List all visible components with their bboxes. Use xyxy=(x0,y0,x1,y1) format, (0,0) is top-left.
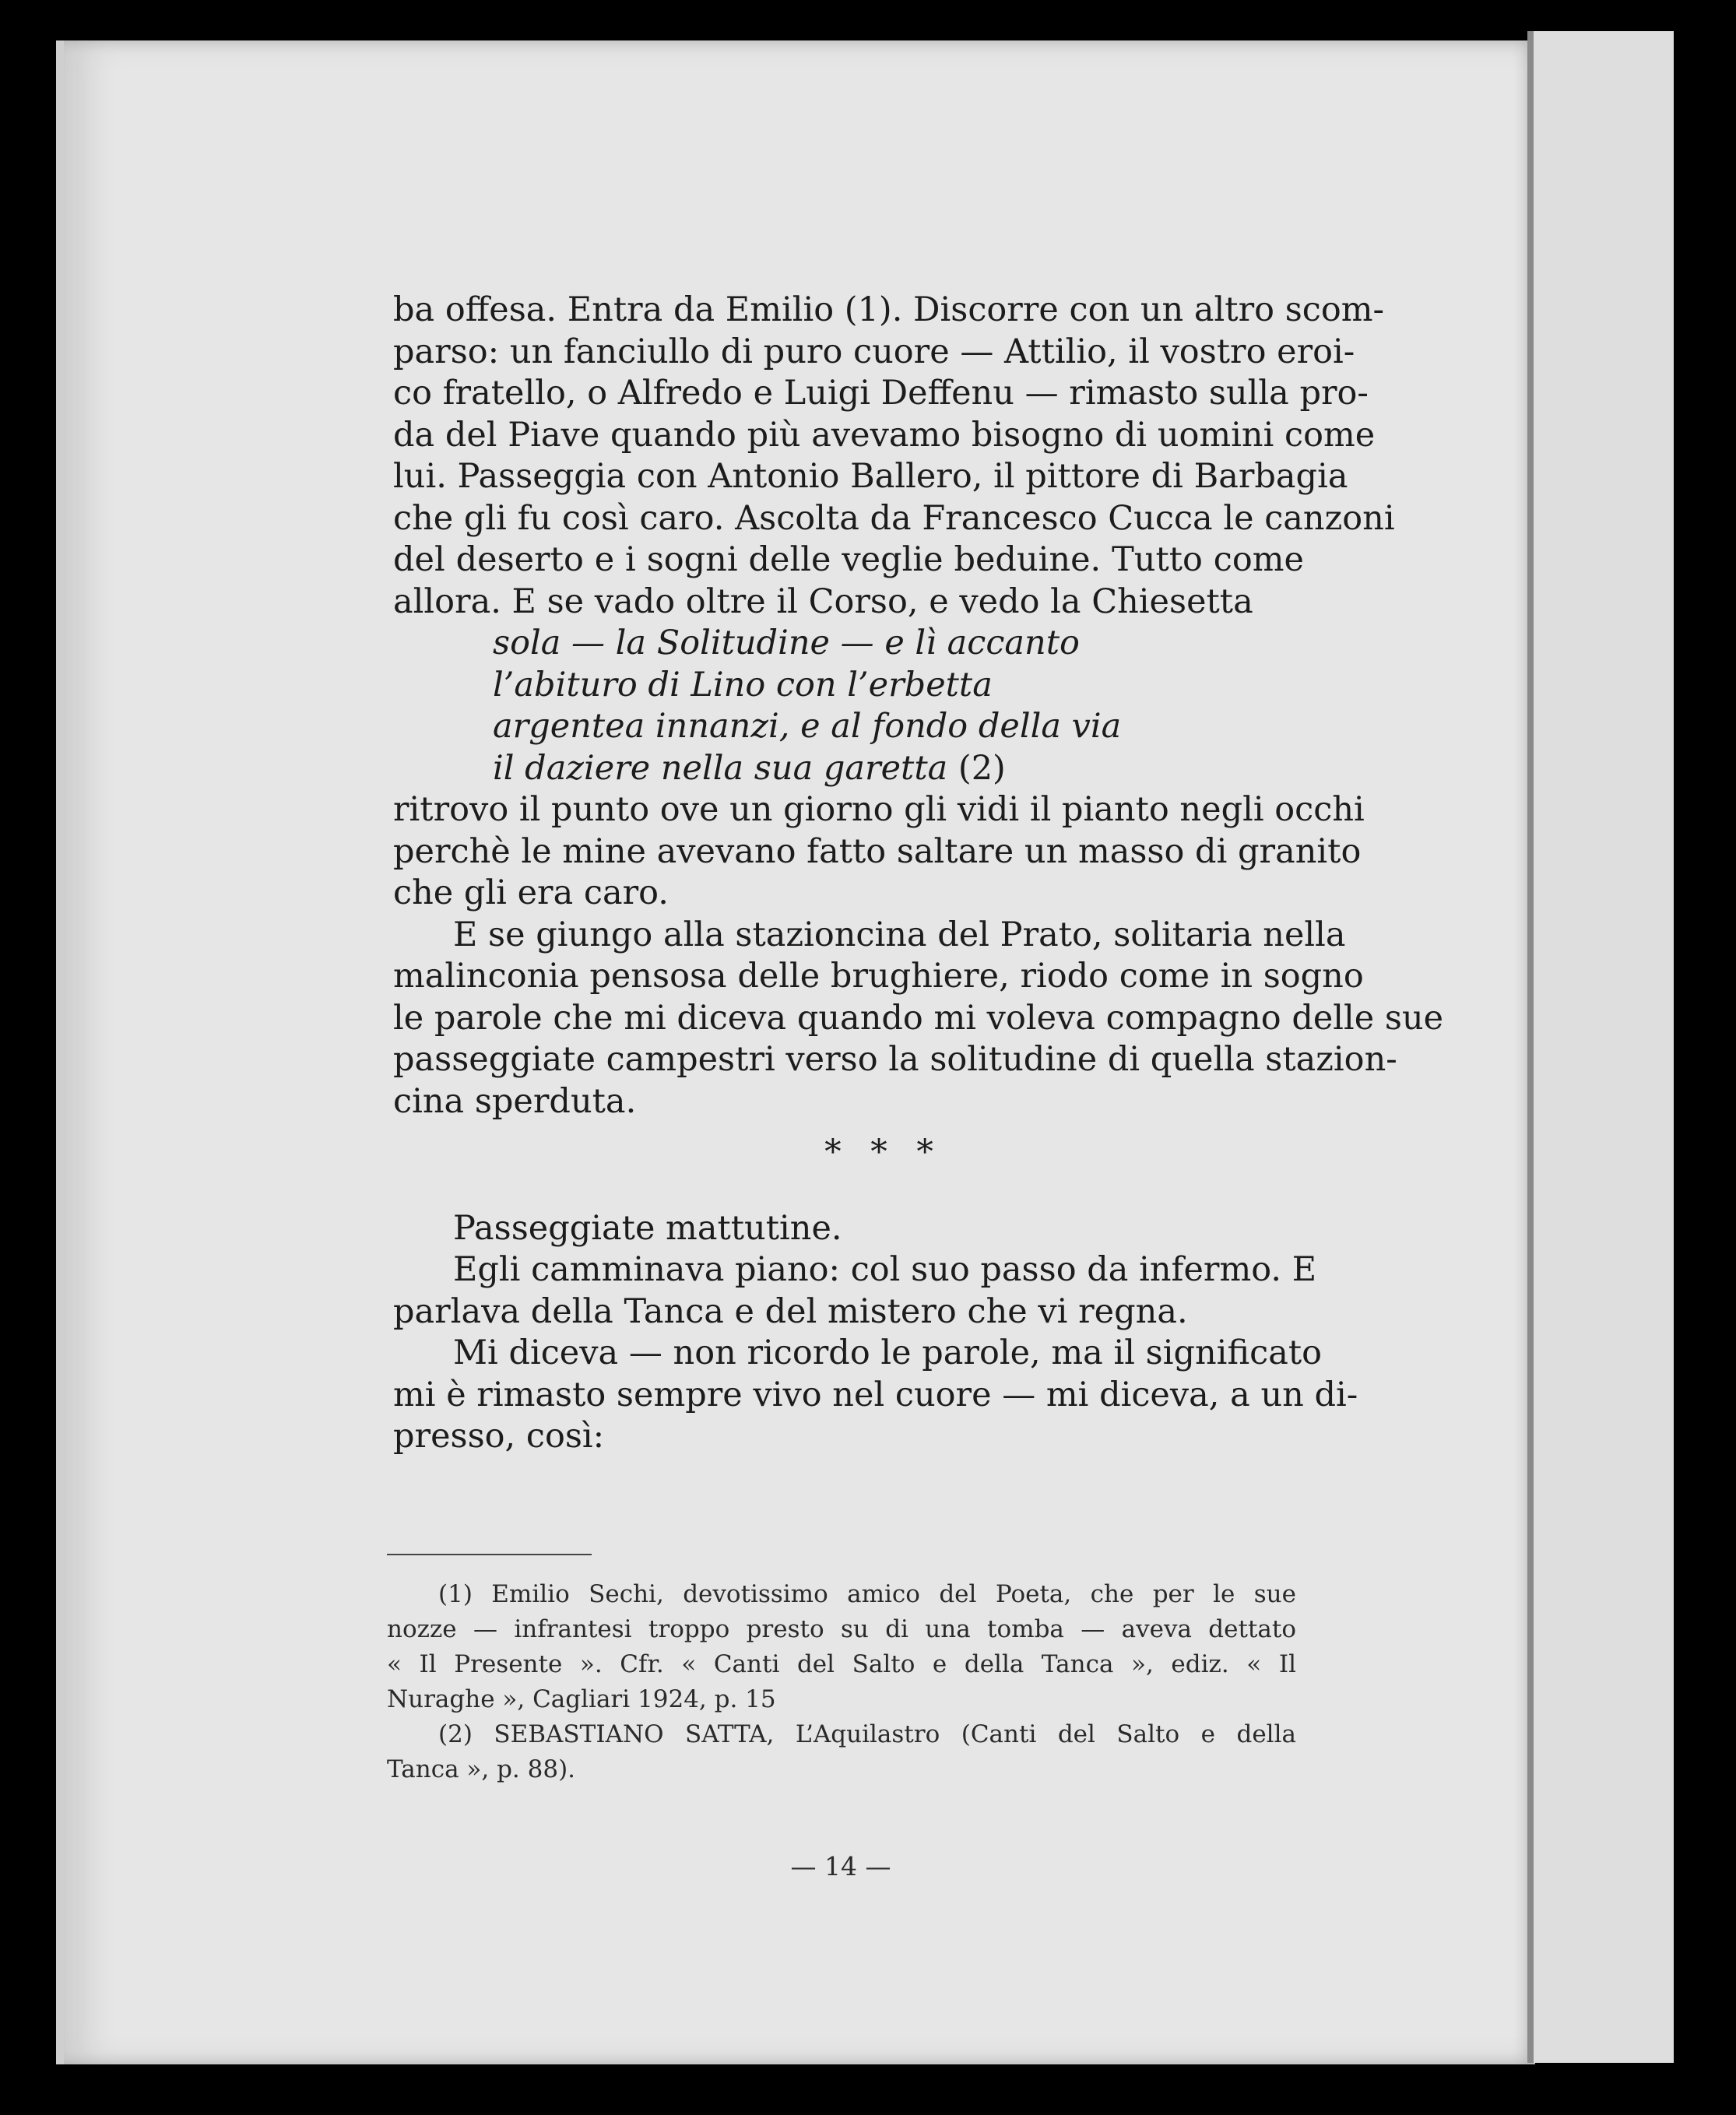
text-line: perchè le mine avevano fatto saltare un masso di granito xyxy=(393,831,1362,871)
text-line: co fratello, o Alfredo e Luigi Deffenu — rimasto sulla pro- xyxy=(393,374,1369,413)
text-line: che gli fu così caro. Ascolta da Francesco Cucca le canzoni xyxy=(393,498,1395,538)
verse-text: il daziere nella sua garetta xyxy=(493,748,948,788)
text-line: che gli era caro. xyxy=(393,873,669,912)
text-line: del deserto e i sogni delle veglie beduine. Tutto come xyxy=(393,540,1304,579)
main-text xyxy=(393,290,1444,1458)
text-line: cina sperduta. xyxy=(393,1081,637,1121)
verse-line: sola — la Solitudine — e lì accanto xyxy=(493,624,1080,662)
text-line: allora. E se vado oltre il Corso, e vedo la Chiesetta xyxy=(393,581,1253,621)
text-line: parso: un fanciullo di puro cuore — Attilio, il vostro eroi- xyxy=(393,332,1355,371)
text-line: le parole che mi diceva quando mi voleva compagno delle sue xyxy=(393,998,1444,1038)
section-separator: * * * xyxy=(824,1133,943,1172)
text-line: malinconia pensosa delle brughiere, riodo come in sogno xyxy=(393,957,1364,996)
footnote-line: Nuraghe », Cagliari 1924, p. 15 xyxy=(387,1685,776,1713)
verse-line: l’abituro di Lino con l’erbetta xyxy=(493,665,993,704)
footnote-line: nozze — infrantesi troppo presto su di una tomba — aveva dettato xyxy=(387,1615,1296,1643)
page-number: — 14 — xyxy=(790,1851,891,1881)
footnote-line: (1) Emilio Sechi, devotissimo amico del Poeta, che per le sue xyxy=(438,1580,1296,1608)
text-line: mi è rimasto sempre vivo nel cuore — mi diceva, a un di- xyxy=(393,1375,1358,1414)
text-line: E se giungo alla stazioncina del Prato, solitaria nella xyxy=(453,915,1346,954)
footnote-line: (2) SEBASTIANO SATTA, L’Aquilastro (Canti del Salto e della xyxy=(438,1720,1296,1748)
text-line: Egli camminava piano: col suo passo da infermo. E xyxy=(453,1250,1317,1289)
text-line: ba offesa. Entra da Emilio (1). Discorre con un altro scom- xyxy=(393,290,1385,329)
text-line: ritrovo il punto ove un giorno gli vidi il pianto negli occhi xyxy=(393,790,1365,829)
footnote-line: « Il Presente ». Cfr. « Canti del Salto e della Tanca », ediz. « Il xyxy=(387,1650,1296,1678)
text-line: da del Piave quando più avevamo bisogno di uomini come xyxy=(393,415,1376,455)
footnotes xyxy=(387,1577,1296,1787)
footnote-line: Tanca », p. 88). xyxy=(387,1755,576,1783)
text-line: parlava della Tanca e del mistero che vi regna. xyxy=(393,1291,1188,1331)
verse-footnote-ref: (2) xyxy=(958,748,1006,788)
text-line: lui. Passeggia con Antonio Ballero, il pittore di Barbagia xyxy=(393,457,1348,496)
text-line: passeggiate campestri verso la solitudine di quella stazion- xyxy=(393,1040,1397,1079)
adjacent-page-edge xyxy=(1527,31,1674,2063)
verse-line-last xyxy=(393,748,1304,790)
footnote-divider xyxy=(387,1554,592,1555)
text-line: Mi diceva — non ricordo le parole, ma il significato xyxy=(453,1333,1323,1372)
text-line: Passeggiate mattutine. xyxy=(453,1208,842,1248)
text-line: presso, così: xyxy=(393,1417,605,1456)
verse-line: argentea innanzi, e al fondo della via xyxy=(493,707,1122,746)
